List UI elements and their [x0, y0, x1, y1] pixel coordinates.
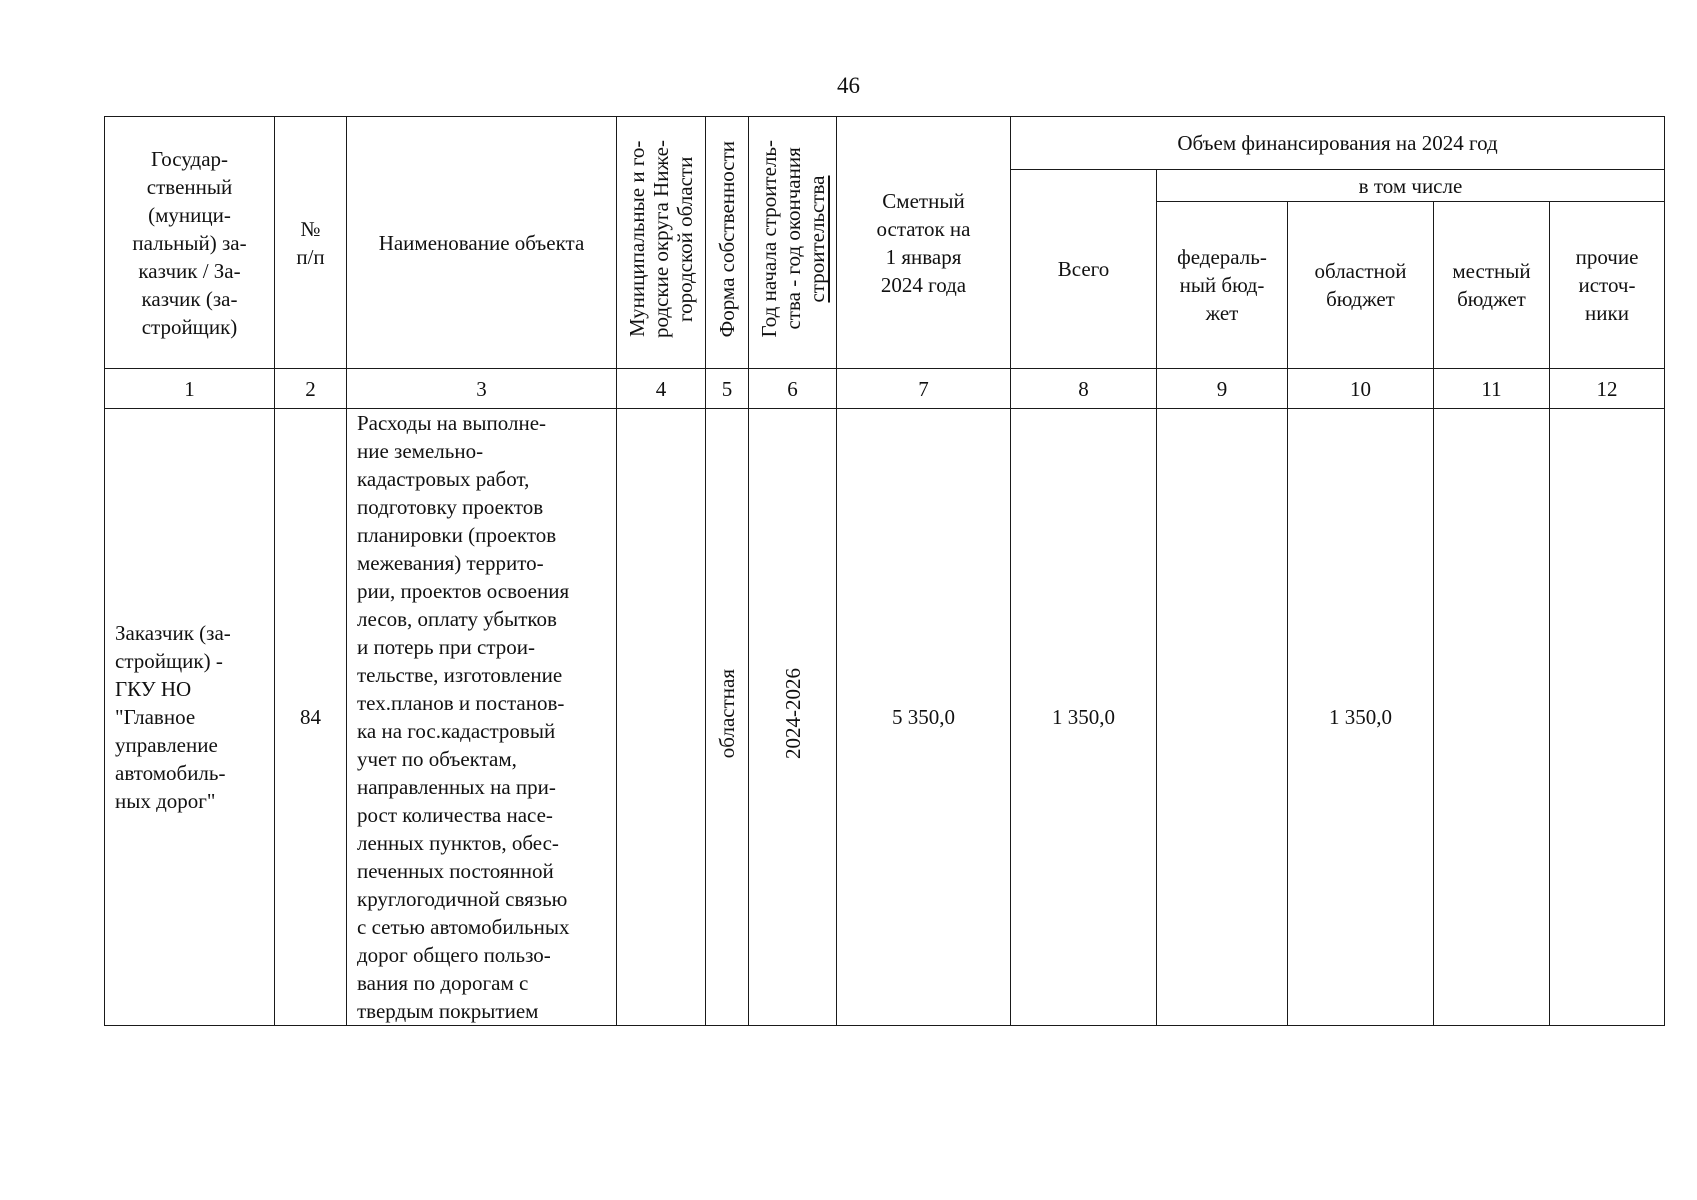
- cell-districts: [617, 409, 706, 1026]
- column-number: 11: [1434, 369, 1550, 409]
- cell-object-name: Расходы на выполне- ние земельно- кадастровых работ, подготовку проектов планировки (проектов межевания) террито- рии, проектов освоения лесов, оплату убытков и потерь при строи- тельстве, изготовление тех.планов и постанов- ка на гос.кадастровый учет по объектам, направленных на при- рост количества насе- ленных пунктов, обес- печенных постоянной круглогодичной связью с сетью автомобильных дорог общего пользо- вания по дорогам с твердым покрытием: [347, 409, 617, 1026]
- column-number: 1: [105, 369, 275, 409]
- cell-estimate: 5 350,0: [837, 409, 1011, 1026]
- header-customer: Государ- ственный (муници- пальный) за- казчик / За- казчик (за- стройщик): [105, 117, 275, 369]
- table-row: [105, 409, 1665, 1026]
- cell-row-number: 84: [275, 409, 347, 1026]
- header-row-number: № п/п: [275, 117, 347, 369]
- header-including: в том числе: [1157, 170, 1665, 202]
- header-districts: Муниципальные и го- родские округа Ниже- городской области: [617, 117, 706, 369]
- column-number: 8: [1011, 369, 1157, 409]
- header-estimate: Сметный остаток на 1 января 2024 года: [837, 117, 1011, 369]
- page-number: 46: [837, 73, 860, 98]
- column-number: 7: [837, 369, 1011, 409]
- header-federal: федераль- ный бюд- жет: [1157, 202, 1288, 369]
- header-total: Всего: [1011, 170, 1157, 369]
- cell-local: [1434, 409, 1550, 1026]
- header-years: Год начала строитель- ства - год окончания строительства: [749, 117, 837, 369]
- header-local: местный бюджет: [1434, 202, 1550, 369]
- cell-years: 2024-2026: [749, 409, 837, 1026]
- column-number: 10: [1288, 369, 1434, 409]
- header-object-name: Наименование объекта: [347, 117, 617, 369]
- column-number: 3: [347, 369, 617, 409]
- header-funding: Объем финансирования на 2024 год: [1011, 117, 1665, 170]
- column-numbers-row: [105, 369, 1665, 409]
- cell-federal: [1157, 409, 1288, 1026]
- column-number: 6: [749, 369, 837, 409]
- header-regional: областной бюджет: [1288, 202, 1434, 369]
- cell-regional: 1 350,0: [1288, 409, 1434, 1026]
- header-other: прочие источ- ники: [1550, 202, 1665, 369]
- header-ownership: Форма собственности: [706, 117, 749, 369]
- cell-total: 1 350,0: [1011, 409, 1157, 1026]
- column-number: 4: [617, 369, 706, 409]
- column-number: 12: [1550, 369, 1665, 409]
- column-number: 2: [275, 369, 347, 409]
- cell-other: [1550, 409, 1665, 1026]
- funding-table: [104, 116, 1665, 1026]
- cell-ownership: областная: [706, 409, 749, 1026]
- column-number: 9: [1157, 369, 1288, 409]
- cell-customer: Заказчик (за- стройщик) - ГКУ НО "Главное управление автомобиль- ных дорог": [105, 409, 275, 1026]
- column-number: 5: [706, 369, 749, 409]
